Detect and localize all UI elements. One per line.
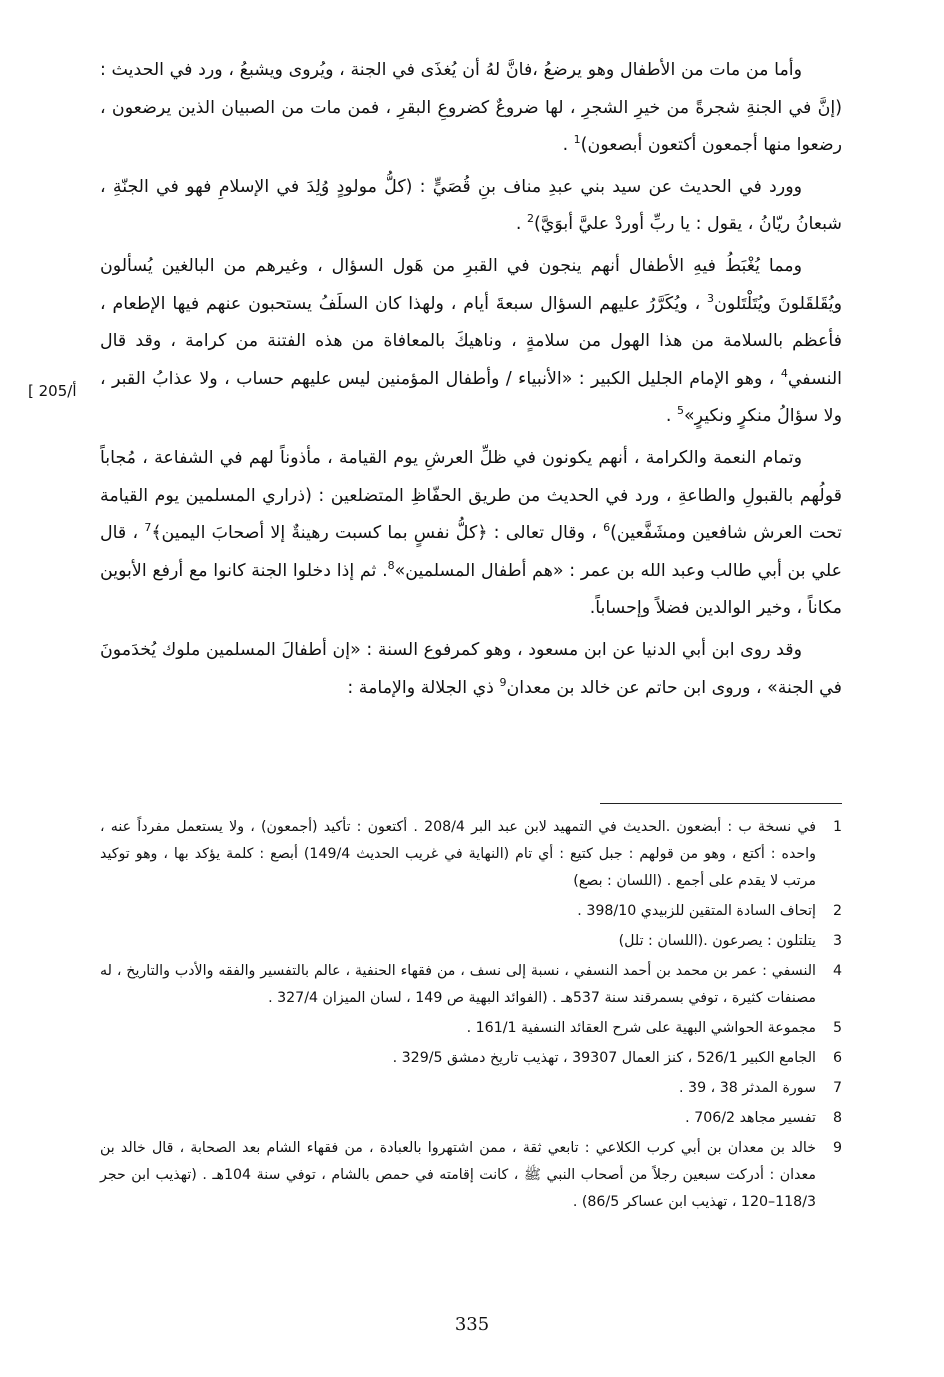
- paragraph-tail: ذي الجلالة والإمامة :: [347, 677, 500, 698]
- footnote-text: في نسخة ب : أبضعون .الحديث في التمهيد لابن عبد البر 208/4 . أكتعون : تأكيد (أجمعون) ، ولا يستعمل مفرداً عنه ، واحده : أكتع ، وهو من قولهم : جبل كتيع : أي تام (النهاية في غريب الحديث 149/4) أبصع : كلمة يؤكد بها ، وهو توكيد مرتب لا يقدم على أجمع . (اللسان : بصع): [100, 819, 817, 889]
- footnote: [100, 1135, 842, 1216]
- page-number: 335: [454, 1314, 490, 1335]
- footnote-divider: [600, 803, 842, 804]
- paragraph-tail: ، وهو الإمام الجليل الكبير : «الأنبياء / وأطفال المؤمنين ليس عليهم حساب ، ولا عذابُ القبر ، ولا سؤالُ منكرٍ ونكيرٍ»: [100, 368, 842, 427]
- paragraph-tail: ، قال علي بن أبي طالب وعبد الله بن عمر : «هم أطفال المسلمين»: [100, 523, 842, 581]
- footnote-ref[interactable]: 3: [707, 291, 715, 305]
- main-text: [100, 52, 842, 711]
- footnote-text: يتلتلون : يصرعون .(اللسان : تلل): [618, 933, 816, 949]
- footnote-ref[interactable]: 7: [144, 521, 152, 535]
- paragraph-text: ومما يُغْبَطُ فيهِ الأطفال أنهم ينجون في القبرِ من هَول السؤال ، وغيرهم من البالغين يُسألون ويُقَلقَلونَ ويُتَلْتَلون: [100, 255, 842, 314]
- paragraph-tail: ، وقال تعالى : ﴿كلُّ نفسٍ بما كسبت رهينةٌ إلا أصحابَ اليمين﴾: [151, 523, 604, 544]
- footnote: [100, 1045, 842, 1072]
- footnote-number: 5: [832, 1020, 842, 1036]
- footnote-text: الجامع الكبير 526/1 ، كنز العمال 39307 ، تهذيب تاريخ دمشق 329/5 .: [392, 1050, 816, 1066]
- footnote-number: 2: [832, 903, 842, 919]
- footnote-ref[interactable]: 8: [387, 558, 395, 572]
- paragraph-tail: .: [665, 406, 677, 427]
- footnote-number: 1: [832, 819, 842, 835]
- footnote-text: تفسير مجاهد 706/2 .: [685, 1110, 816, 1126]
- footnote: [100, 958, 842, 1012]
- footnote-number: 9: [832, 1140, 842, 1156]
- footnote: [100, 928, 842, 955]
- paragraph-5: [100, 632, 842, 707]
- footnote-number: 8: [832, 1110, 842, 1126]
- paragraph-tail: . ثم إذا دخلوا الجنة كانوا مع أرفع الأبوين مكاناً ، وخير الوالدين فضلاً وإحساباً.: [100, 560, 842, 619]
- paragraph-3: [100, 248, 842, 436]
- footnote-text: خالد بن معدان بن أبي كرب الكلاعي : تابعي ثقة ، ممن اشتهروا بالعبادة ، من فقهاء الشام بعد الصحابة ، قال خالد بن معدان : أدركت سبعين رجلاً من أصحاب النبي ﷺ ، كانت إقامته في حمص بالشام ، توفي سنة 104هـ . (تهذيب ابن حجر 118/3–120 ، تهذيب ابن عساكر 86/5) .: [100, 1140, 816, 1210]
- footnote-ref[interactable]: 2: [526, 212, 534, 226]
- footnote: [100, 1015, 842, 1042]
- footnote-number: 7: [832, 1080, 842, 1096]
- footnote-ref[interactable]: 5: [676, 404, 684, 418]
- footnote-text: سورة المدثر 38 ، 39 .: [679, 1080, 816, 1096]
- footnote-ref[interactable]: 4: [780, 366, 788, 380]
- paragraph-text: وأما من مات من الأطفال وهو يرضعُ ،فانَّ لهُ أن يُغذَى في الجنة ، ويُروى ويشبعُ ، ورد في الحديث : (إنَّ في الجنةِ شجرةً من خيرِ الشجرِ ، لها ضروعٌ كضروعِ البقرِ ، فمن مات من الصبيان الذين يرضعون ، رضعوا منها أجمعون أكتعون أبصعون): [100, 60, 842, 156]
- footnote-number: 6: [832, 1050, 842, 1066]
- paragraph-tail: .: [562, 135, 574, 156]
- paragraph-2: [100, 169, 842, 244]
- paragraph-tail: .: [515, 214, 527, 235]
- footnote-text: مجموعة الحواشي البهية على شرح العقائد النسفية 161/1 .: [466, 1020, 816, 1036]
- footnote: [100, 814, 842, 895]
- footnotes: [100, 814, 842, 1219]
- footnote: [100, 1105, 842, 1132]
- footnote-ref[interactable]: 1: [573, 133, 581, 147]
- paragraph-1: [100, 52, 842, 165]
- footnote: [100, 1075, 842, 1102]
- paragraph-text: وقد روى ابن أبي الدنيا عن ابن مسعود ، وهو كمرفوع السنة : «إن أطفالَ المسلمين ملوك يُخدَمونَ في الجنة» ، وروى ابن حاتم عن خالد بن معدان: [100, 639, 842, 698]
- footnote-ref[interactable]: 6: [603, 521, 611, 535]
- footnote-number: 4: [832, 963, 842, 979]
- paragraph-text: وتمام النعمة والكرامة ، أنهم يكونون في ظلِّ العرشِ يوم القيامة ، مأذوناً لهم في الشفاعة ، مُجاباً قولُهم بالقبولِ والطاعةِ ، ورد في الحديث من طريق الحفّاظِ المتضلعين : (ذراري المسلمين يوم القيامة تحت العرش شافعين ومشَفَّعين): [100, 447, 842, 544]
- paragraph-tail: ، ويُكَرَّرُ عليهم السؤال سبعةَ أيام ، ولهذا كان السلَفُ يستحبون عنهم فيها الإطعام ، فأعظم بالسلامة من هذا الهول من سلامةٍ ، وناهيكَ بالمعافاة من هذه الفتنة من كرامة ، وقد قال النسفي: [100, 293, 842, 389]
- footnote: [100, 898, 842, 925]
- footnote-number: 3: [832, 933, 842, 949]
- paragraph-text: وورد في الحديث عن سيد بني عبدِ مناف بنِ قُصَيٍّ : (كلُّ مولودٍ وُلِدَ في الإسلامِ فهو في الجنّةِ ، شبعانُ ريّانُ ، يقول : يا ربِّ أوردْ عليَّ أبوَيَّ): [100, 176, 842, 235]
- footnote-text: النسفي : عمر بن محمد بن أحمد النسفي ، نسبة إلى نسف ، من فقهاء الحنفية ، عالم بالتفسير والفقه والأدب والتاريخ ، له مصنفات كثيرة ، توفي بسمرقند سنة 537هـ . (الفوائد البهية ص 149 ، لسان الميزان 327/4 .: [100, 963, 816, 1006]
- manuscript-folio-marker: [ 205/أ: [28, 382, 77, 400]
- footnote-ref[interactable]: 9: [499, 675, 507, 689]
- paragraph-4: [100, 440, 842, 628]
- footnote-text: إتحاف السادة المتقين للزبيدي 398/10 .: [577, 903, 816, 919]
